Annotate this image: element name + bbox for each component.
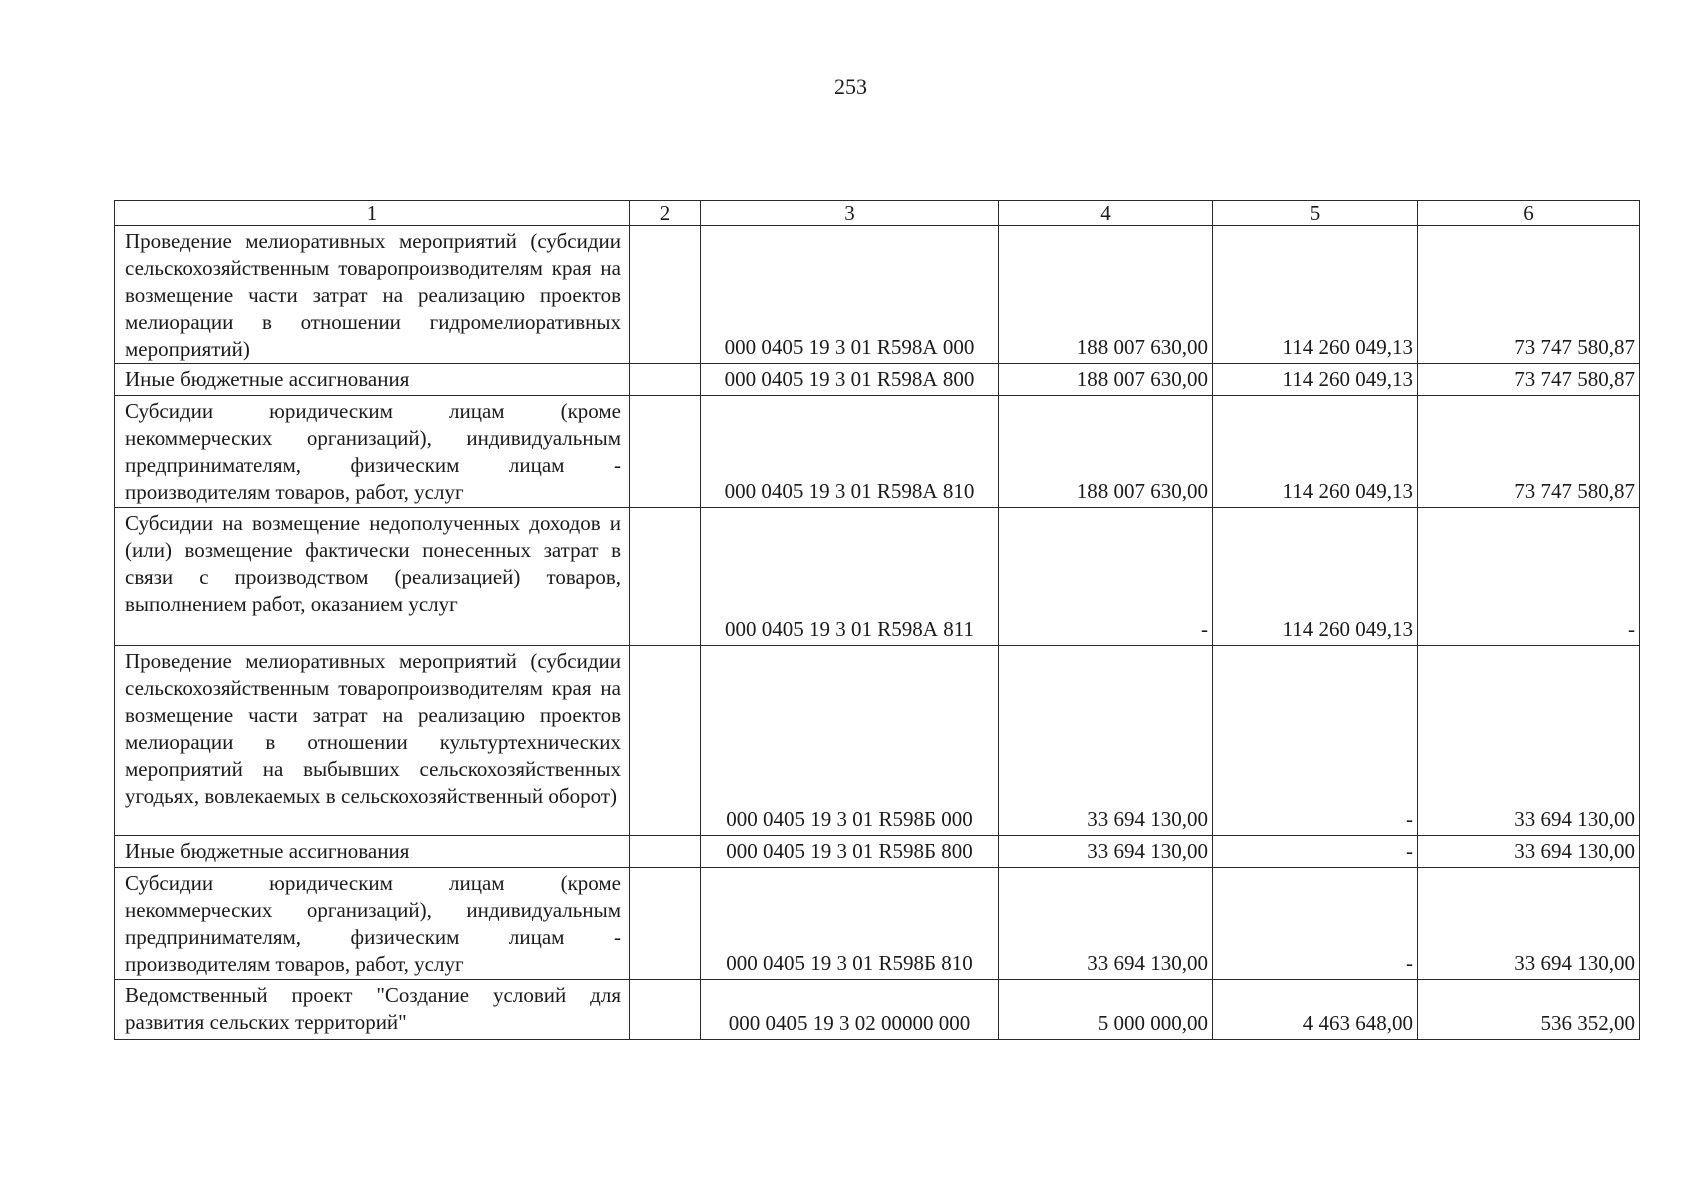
row-value-4: 188 007 630,00 <box>999 396 1213 508</box>
budget-table-container <box>114 200 1639 1040</box>
row-name: Проведение мелиоративных мероприятий (субсидии сельскохозяйственным товаропроизводителям края на возмещение части затрат на реализацию проектов мелиорации в отношении культуртехнических мероприятий на выбывших сельскохозяйственных угодьях, вовлекаемых в сельскохозяйственный оборот) <box>115 646 630 836</box>
row-value-5: 114 260 049,13 <box>1213 226 1418 364</box>
row-name: Иные бюджетные ассигнования <box>115 364 630 396</box>
row-value-6: 73 747 580,87 <box>1418 226 1640 364</box>
row-name: Субсидии на возмещение недополученных доходов и (или) возмещение фактически понесенных затрат в связи с производством (реализацией) товаров, выполнением работ, оказанием услуг <box>115 508 630 646</box>
row-value-5: 4 463 648,00 <box>1213 980 1418 1040</box>
row-col2 <box>630 364 701 396</box>
table-header-row <box>115 201 1640 226</box>
row-col2 <box>630 836 701 868</box>
row-value-6: - <box>1418 508 1640 646</box>
row-col2 <box>630 508 701 646</box>
column-header-1: 1 <box>115 201 630 226</box>
row-value-4: 188 007 630,00 <box>999 226 1213 364</box>
row-col2 <box>630 868 701 980</box>
page-number: 253 <box>834 74 867 99</box>
row-value-6: 33 694 130,00 <box>1418 646 1640 836</box>
row-value-6: 33 694 130,00 <box>1418 868 1640 980</box>
column-header-2: 2 <box>630 201 701 226</box>
row-value-5: 114 260 049,13 <box>1213 396 1418 508</box>
row-name: Ведомственный проект "Создание условий для развития сельских территорий" <box>115 980 630 1040</box>
table-row <box>115 226 1640 364</box>
row-value-4: 33 694 130,00 <box>999 868 1213 980</box>
row-value-4: - <box>999 508 1213 646</box>
column-header-5: 5 <box>1213 201 1418 226</box>
row-code: 000 0405 19 3 01 R598А 000 <box>701 226 999 364</box>
row-name: Субсидии юридическим лицам (кроме некоммерческих организаций), индивидуальным предпринимателям, физическим лицам - производителям товаров, работ, услуг <box>115 396 630 508</box>
row-code: 000 0405 19 3 01 R598Б 800 <box>701 836 999 868</box>
row-code: 000 0405 19 3 01 R598Б 810 <box>701 868 999 980</box>
row-value-4: 33 694 130,00 <box>999 646 1213 836</box>
row-value-6: 536 352,00 <box>1418 980 1640 1040</box>
row-code: 000 0405 19 3 01 R598А 811 <box>701 508 999 646</box>
row-value-5: - <box>1213 868 1418 980</box>
row-value-6: 33 694 130,00 <box>1418 836 1640 868</box>
row-name: Проведение мелиоративных мероприятий (субсидии сельскохозяйственным товаропроизводителям края на возмещение части затрат на реализацию проектов мелиорации в отношении гидромелиоративных мероприятий) <box>115 226 630 364</box>
row-value-4: 188 007 630,00 <box>999 364 1213 396</box>
column-header-4: 4 <box>999 201 1213 226</box>
row-value-5: - <box>1213 836 1418 868</box>
row-name: Субсидии юридическим лицам (кроме некоммерческих организаций), индивидуальным предпринимателям, физическим лицам - производителям товаров, работ, услуг <box>115 868 630 980</box>
row-value-4: 5 000 000,00 <box>999 980 1213 1040</box>
row-value-5: 114 260 049,13 <box>1213 364 1418 396</box>
budget-table <box>114 200 1640 1040</box>
row-col2 <box>630 226 701 364</box>
column-header-6: 6 <box>1418 201 1640 226</box>
table-row <box>115 868 1640 980</box>
row-value-5: 114 260 049,13 <box>1213 508 1418 646</box>
row-code: 000 0405 19 3 01 R598А 800 <box>701 364 999 396</box>
row-name: Иные бюджетные ассигнования <box>115 836 630 868</box>
row-value-5: - <box>1213 646 1418 836</box>
row-col2 <box>630 646 701 836</box>
row-value-6: 73 747 580,87 <box>1418 396 1640 508</box>
table-row <box>115 836 1640 868</box>
row-value-4: 33 694 130,00 <box>999 836 1213 868</box>
row-code: 000 0405 19 3 01 R598Б 000 <box>701 646 999 836</box>
row-col2 <box>630 396 701 508</box>
row-col2 <box>630 980 701 1040</box>
table-row <box>115 508 1640 646</box>
column-header-3: 3 <box>701 201 999 226</box>
table-row <box>115 364 1640 396</box>
table-row <box>115 980 1640 1040</box>
row-value-6: 73 747 580,87 <box>1418 364 1640 396</box>
table-row <box>115 396 1640 508</box>
row-code: 000 0405 19 3 02 00000 000 <box>701 980 999 1040</box>
row-code: 000 0405 19 3 01 R598А 810 <box>701 396 999 508</box>
table-row <box>115 646 1640 836</box>
